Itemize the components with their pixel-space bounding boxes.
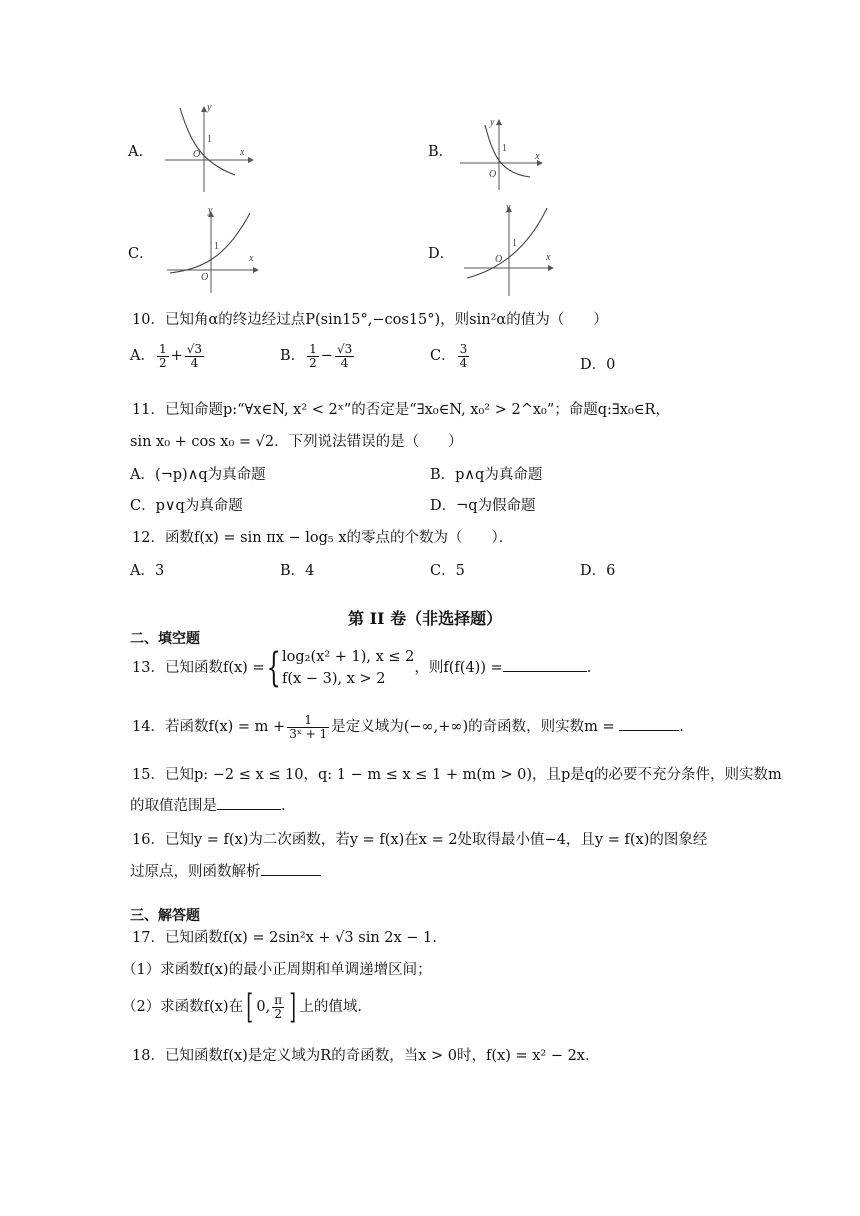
q9-graph-d-x: x bbox=[546, 252, 551, 263]
q15-line1: 15．已知p: −2 ≤ x ≤ 10，q: 1 − m ≤ x ≤ 1 + m(m > 0)，且p是q的必要不充分条件，则实数m bbox=[132, 767, 782, 783]
q10-option-b bbox=[280, 343, 356, 369]
q10-option-a-op: + bbox=[170, 348, 183, 365]
q12-option-a: A．3 bbox=[130, 563, 165, 579]
q9-option-c-label: C． bbox=[128, 246, 154, 262]
q10-option-b-label: B． bbox=[280, 348, 306, 365]
q11-stem-line1: 11．已知命题p:“∀x∈N, x² < 2ˣ”的否定是“∃x₀∈N, x₀² > 2^x₀”；命题q:∃x₀∈R， bbox=[132, 402, 670, 418]
q17-part2: （2）求函数f(x)在[ 0, $\frac{\pi}{2}$ ] 上的值域. bbox=[122, 987, 362, 1027]
section-fill-in: 二、填空题 bbox=[130, 631, 200, 647]
q10-option-a-frac: $\frac{1}{2}$ bbox=[158, 342, 167, 370]
q9-graph-d bbox=[462, 200, 562, 300]
q16-line2 bbox=[130, 860, 321, 881]
q17-part2-prefix: （2）求函数f(x)在 bbox=[122, 999, 244, 1015]
q13-suffix: ，则f(f(4)) = bbox=[414, 660, 503, 676]
q13-case1: log₂(x² + 1), x ≤ 2 bbox=[282, 649, 415, 665]
q9-option-d-label: D． bbox=[428, 246, 455, 262]
q9-graph-a-one: 1 bbox=[207, 134, 212, 145]
q9-graph-b bbox=[455, 115, 550, 195]
q10-option-a-label: A． bbox=[130, 348, 155, 365]
q13-answer-blank[interactable] bbox=[503, 657, 587, 672]
q17-part2-suffix: 上的值域. bbox=[299, 999, 362, 1015]
section-answer: 三、解答题 bbox=[130, 908, 200, 924]
part2-title: 第 II 卷（非选择题） bbox=[348, 609, 503, 628]
q15-line2-text: 的取值范围是 bbox=[130, 798, 217, 814]
q9-graph-c-x: x bbox=[249, 253, 254, 264]
q11-option-d: D．¬q为假命题 bbox=[430, 498, 536, 514]
q10-option-b-frac: $\frac{1}{2}$ bbox=[309, 342, 317, 370]
q9-graph-c-origin: O bbox=[201, 272, 209, 283]
q9-graph-c-one: 1 bbox=[214, 241, 219, 252]
q12-option-c: C．5 bbox=[430, 563, 465, 579]
q9-graph-a-y: y bbox=[207, 102, 212, 113]
q10-option-c-label: C． bbox=[430, 348, 456, 365]
q10-option-b-frac2: $\frac{√3}{4}$ bbox=[336, 342, 353, 370]
q9-graph-d-y: y bbox=[506, 202, 511, 213]
q9-graph-a bbox=[160, 100, 255, 195]
q9-option-a-label: A． bbox=[128, 144, 153, 160]
q9-option-b-label: B． bbox=[428, 144, 454, 160]
q17-interval-frac: $\frac{\pi}{2}$ bbox=[274, 992, 283, 1021]
q14-suffix: 是定义域为(−∞,+∞)的奇函数，则实数m = bbox=[331, 719, 615, 736]
q12-option-d: D．6 bbox=[580, 563, 616, 579]
q10-option-a-frac2: $\frac{√3}{4}$ bbox=[186, 342, 203, 370]
q14-prefix: 14．若函数f(x) = m + bbox=[132, 719, 286, 736]
q9-graph-c-y: y bbox=[208, 205, 213, 216]
q9-graph-a-origin: O bbox=[193, 149, 201, 160]
q9-graph-c bbox=[165, 205, 265, 295]
q9-graph-d-origin: O bbox=[495, 254, 503, 265]
q15-answer-blank[interactable] bbox=[217, 795, 281, 810]
q11-option-c: C．p∨q为真命题 bbox=[130, 498, 243, 514]
q9-graph-b-one: 1 bbox=[502, 143, 507, 154]
q15-line2: 的取值范围是 . bbox=[130, 794, 286, 815]
q13-brace: { bbox=[266, 645, 281, 691]
q11-stem-line2: sin x₀ + cos x₀ = √2．下列说法错误的是（ ） bbox=[130, 434, 463, 450]
q10-option-c-frac: $\frac{3}{4}$ bbox=[459, 342, 468, 370]
q9-graph-b-x: x bbox=[535, 151, 540, 162]
q17-stem: 17．已知函数f(x) = 2sin²x + √3 sin 2x − 1. bbox=[132, 930, 437, 946]
q16-line2-text: 过原点，则函数解析 bbox=[130, 864, 261, 880]
q12-option-b: B．4 bbox=[280, 563, 315, 579]
q9-graph-b-origin: O bbox=[489, 169, 497, 180]
q16-answer-blank[interactable] bbox=[261, 861, 321, 876]
q10-option-d: D．0 bbox=[580, 357, 616, 373]
q14-answer-blank[interactable] bbox=[619, 716, 679, 731]
q13-case2: f(x − 3), x > 2 bbox=[282, 671, 386, 687]
q17-part1: （1）求函数f(x)的最小正周期和单调递增区间； bbox=[122, 962, 432, 978]
q14: 14．若函数f(x) = m + $\frac{1}{\text{3ˣ + 1}}$ 是定义域为(−∞,+∞)的奇函数，则实数m = . bbox=[132, 713, 684, 741]
q10-option-c bbox=[430, 343, 471, 369]
q18-stem: 18．已知函数f(x)是定义域为R的奇函数，当x > 0时，f(x) = x² − 2x. bbox=[132, 1048, 590, 1064]
q13: 13．已知函数f(x) ={ log₂(x² + 1), x ≤ 2 f(x − 3), x > 2 ，则f(f(4)) = . bbox=[132, 645, 592, 691]
q10-option-b-op: − bbox=[320, 348, 333, 365]
q13-cases bbox=[282, 646, 414, 690]
q16-line1: 16．已知y = f(x)为二次函数，若y = f(x)在x = 2处取得最小值−4，且y = f(x)的图象经 bbox=[132, 832, 708, 848]
q17-interval-a: 0, bbox=[256, 999, 271, 1015]
q10-stem: 10．已知角α的终边经过点P(sin15°,−cos15°)，则sin²α的值为（ ） bbox=[132, 312, 608, 328]
q14-frac: $\frac{1}{\text{3ˣ + 1}}$ bbox=[289, 713, 328, 741]
q9-graph-d-one: 1 bbox=[512, 238, 517, 249]
q12-stem: 12．函数f(x) = sin πx − log₅ x的零点的个数为（ ）． bbox=[132, 530, 514, 546]
q11-option-a: A．(¬p)∧q为真命题 bbox=[130, 467, 266, 483]
q9-graph-b-y: y bbox=[490, 117, 495, 128]
q11-option-b: B．p∧q为真命题 bbox=[430, 467, 543, 483]
q13-prefix: 13．已知函数f(x) = bbox=[132, 660, 265, 676]
q9-graph-a-x: x bbox=[240, 147, 245, 158]
q10-option-a bbox=[130, 343, 206, 369]
